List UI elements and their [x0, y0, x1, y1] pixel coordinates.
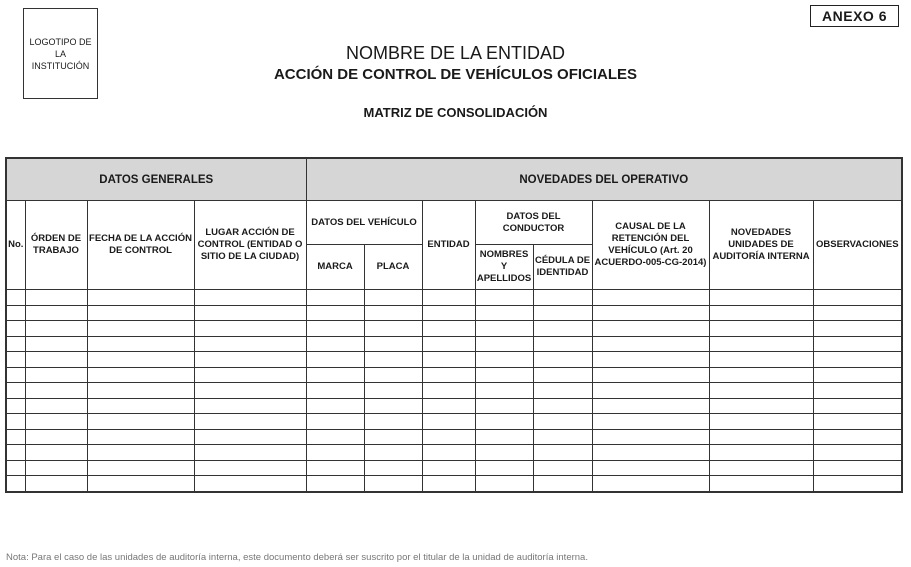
col-number: No. — [6, 201, 25, 290]
table-cell[interactable] — [475, 398, 533, 414]
col-fecha-accion: FECHA DE LA ACCIÓN DE CONTROL — [87, 201, 194, 290]
table-cell[interactable] — [6, 336, 25, 352]
table-cell[interactable] — [87, 290, 194, 306]
col-observaciones: OBSERVACIONES — [813, 201, 902, 290]
table-cell[interactable] — [422, 383, 475, 399]
table-cell[interactable] — [364, 398, 422, 414]
table-cell[interactable] — [194, 321, 306, 337]
table-cell[interactable] — [306, 352, 364, 368]
table-cell[interactable] — [475, 305, 533, 321]
table-cell[interactable] — [25, 352, 87, 368]
table-cell[interactable] — [306, 414, 364, 430]
footer-note: Nota: Para el caso de las unidades de auditoría interna, este documento deberá ser suscrito por el titular de la unidad de auditoría interna. — [6, 552, 588, 563]
table-cell[interactable] — [709, 352, 813, 368]
col-lugar-accion: LUGAR ACCIÓN DE CONTROL (ENTIDAD O SITIO DE LA CIUDAD) — [194, 201, 306, 290]
col-novedades-auditoria: NOVEDADES UNIDADES DE AUDITORÍA INTERNA — [709, 201, 813, 290]
table-cell[interactable] — [533, 367, 592, 383]
table-cell[interactable] — [194, 429, 306, 445]
table-cell[interactable] — [813, 290, 902, 306]
table-cell[interactable] — [592, 414, 709, 430]
table-cell[interactable] — [194, 305, 306, 321]
table-cell[interactable] — [592, 460, 709, 476]
table-row — [6, 367, 902, 383]
table-cell[interactable] — [533, 460, 592, 476]
table-cell[interactable] — [813, 352, 902, 368]
table-cell[interactable] — [364, 429, 422, 445]
table-cell[interactable] — [592, 476, 709, 492]
table-cell[interactable] — [709, 414, 813, 430]
table-cell[interactable] — [475, 429, 533, 445]
table-cell[interactable] — [6, 429, 25, 445]
col-entidad: ENTIDAD — [422, 201, 475, 290]
table-cell[interactable] — [475, 336, 533, 352]
table-cell[interactable] — [25, 336, 87, 352]
col-orden-trabajo: ÓRDEN DE TRABAJO — [25, 201, 87, 290]
table-cell[interactable] — [194, 383, 306, 399]
table-cell[interactable] — [87, 352, 194, 368]
table-cell[interactable] — [422, 290, 475, 306]
table-cell[interactable] — [533, 445, 592, 461]
table-cell[interactable] — [813, 367, 902, 383]
table-cell[interactable] — [364, 321, 422, 337]
table-cell[interactable] — [709, 336, 813, 352]
table-cell[interactable] — [592, 290, 709, 306]
table-cell[interactable] — [87, 321, 194, 337]
table-cell[interactable] — [306, 321, 364, 337]
table-cell[interactable] — [533, 476, 592, 492]
table-cell[interactable] — [422, 476, 475, 492]
table-cell[interactable] — [194, 476, 306, 492]
logo-label: LOGOTIPO DE LA INSTITUCIÓN — [29, 36, 92, 71]
table-cell[interactable] — [25, 383, 87, 399]
table-cell[interactable] — [813, 336, 902, 352]
table-cell[interactable] — [813, 476, 902, 492]
table-cell[interactable] — [813, 321, 902, 337]
col-cedula-identidad: CÉDULA DE IDENTIDAD — [533, 245, 592, 290]
table-cell[interactable] — [87, 305, 194, 321]
table-cell[interactable] — [306, 305, 364, 321]
table-cell[interactable] — [6, 367, 25, 383]
table-cell[interactable] — [533, 398, 592, 414]
table-cell[interactable] — [25, 321, 87, 337]
table-cell[interactable] — [422, 305, 475, 321]
table-cell[interactable] — [194, 367, 306, 383]
table-cell[interactable] — [87, 445, 194, 461]
table-row — [6, 321, 902, 337]
table-cell[interactable] — [87, 398, 194, 414]
table-cell[interactable] — [306, 429, 364, 445]
table-cell[interactable] — [364, 290, 422, 306]
table-cell[interactable] — [364, 476, 422, 492]
table-cell[interactable] — [592, 305, 709, 321]
table-cell[interactable] — [592, 429, 709, 445]
table-cell[interactable] — [422, 398, 475, 414]
table-cell[interactable] — [306, 383, 364, 399]
table-row — [6, 445, 902, 461]
table-cell[interactable] — [709, 321, 813, 337]
col-causal-retencion: CAUSAL DE LA RETENCIÓN DEL VEHÍCULO (Art. 20 ACUERDO-005-CG-2014) — [592, 201, 709, 290]
table-cell[interactable] — [25, 305, 87, 321]
table-cell[interactable] — [422, 460, 475, 476]
table-cell[interactable] — [87, 414, 194, 430]
table-cell[interactable] — [709, 476, 813, 492]
table-cell[interactable] — [709, 398, 813, 414]
table-cell[interactable] — [475, 367, 533, 383]
table-row — [6, 460, 902, 476]
table-row — [6, 429, 902, 445]
table-cell[interactable] — [25, 414, 87, 430]
table-cell[interactable] — [533, 336, 592, 352]
table-cell[interactable] — [306, 476, 364, 492]
table-cell[interactable] — [813, 429, 902, 445]
table-cell[interactable] — [475, 414, 533, 430]
table-cell[interactable] — [6, 321, 25, 337]
table-cell[interactable] — [475, 321, 533, 337]
table-cell[interactable] — [592, 383, 709, 399]
table-cell[interactable] — [709, 367, 813, 383]
annex-badge — [810, 5, 899, 27]
table-cell[interactable] — [25, 476, 87, 492]
table-row — [6, 414, 902, 430]
group-datos-conductor: DATOS DEL CONDUCTOR — [475, 201, 592, 245]
table-cell[interactable] — [533, 290, 592, 306]
table-cell[interactable] — [87, 367, 194, 383]
table-cell[interactable] — [592, 336, 709, 352]
table-cell[interactable] — [475, 445, 533, 461]
table-cell[interactable] — [87, 460, 194, 476]
table-cell[interactable] — [364, 460, 422, 476]
table-cell[interactable] — [194, 352, 306, 368]
table-cell[interactable] — [25, 445, 87, 461]
table-cell[interactable] — [6, 476, 25, 492]
table-cell[interactable] — [364, 383, 422, 399]
table-cell[interactable] — [422, 336, 475, 352]
col-marca: MARCA — [306, 245, 364, 290]
consolidation-matrix — [5, 157, 903, 493]
table-row — [6, 476, 902, 492]
table-cell[interactable] — [194, 336, 306, 352]
table-cell[interactable] — [592, 398, 709, 414]
table-cell[interactable] — [6, 398, 25, 414]
table-cell[interactable] — [25, 398, 87, 414]
table-row — [6, 352, 902, 368]
table-cell[interactable] — [6, 383, 25, 399]
table-cell[interactable] — [6, 445, 25, 461]
table-cell[interactable] — [6, 414, 25, 430]
table-cell[interactable] — [813, 414, 902, 430]
table-cell[interactable] — [194, 445, 306, 461]
table-cell[interactable] — [25, 367, 87, 383]
document-title: ACCIÓN DE CONTROL DE VEHÍCULOS OFICIALES — [273, 66, 638, 83]
table-cell[interactable] — [422, 352, 475, 368]
table-cell[interactable] — [533, 429, 592, 445]
table-cell[interactable] — [364, 445, 422, 461]
col-placa: PLACA — [364, 245, 422, 290]
table-cell[interactable] — [25, 460, 87, 476]
table-cell[interactable] — [306, 336, 364, 352]
table-cell[interactable] — [306, 290, 364, 306]
table-cell[interactable] — [87, 429, 194, 445]
table-cell[interactable] — [475, 460, 533, 476]
table-cell[interactable] — [592, 367, 709, 383]
table-cell[interactable] — [87, 336, 194, 352]
table-cell[interactable] — [306, 445, 364, 461]
table-cell[interactable] — [87, 476, 194, 492]
table-cell[interactable] — [194, 460, 306, 476]
table-cell[interactable] — [533, 414, 592, 430]
table-cell[interactable] — [709, 290, 813, 306]
table-cell[interactable] — [364, 352, 422, 368]
table-cell[interactable] — [6, 460, 25, 476]
table-cell[interactable] — [533, 305, 592, 321]
annex-label: ANEXO 6 — [822, 8, 887, 24]
table-cell[interactable] — [306, 367, 364, 383]
table-cell[interactable] — [6, 305, 25, 321]
table-cell[interactable] — [475, 352, 533, 368]
group-datos-vehiculo: DATOS DEL VEHÍCULO — [306, 201, 422, 245]
table-row — [6, 383, 902, 399]
table-cell[interactable] — [422, 367, 475, 383]
table-cell[interactable] — [709, 305, 813, 321]
table-cell[interactable] — [422, 321, 475, 337]
table-row — [6, 290, 902, 306]
table-cell[interactable] — [306, 460, 364, 476]
entity-name: NOMBRE DE LA ENTIDAD — [345, 43, 566, 63]
table-row — [6, 398, 902, 414]
table-cell[interactable] — [364, 367, 422, 383]
matrix-title: MATRIZ DE CONSOLIDACIÓN — [363, 105, 548, 120]
table-cell[interactable] — [194, 290, 306, 306]
table-cell[interactable] — [475, 476, 533, 492]
table-cell[interactable] — [813, 398, 902, 414]
table-cell[interactable] — [709, 429, 813, 445]
table-cell[interactable] — [25, 429, 87, 445]
table-cell[interactable] — [364, 414, 422, 430]
table-cell[interactable] — [87, 383, 194, 399]
table-cell[interactable] — [422, 445, 475, 461]
table-cell[interactable] — [592, 445, 709, 461]
table-row — [6, 305, 902, 321]
table-cell[interactable] — [709, 460, 813, 476]
table-cell[interactable] — [813, 445, 902, 461]
table-cell[interactable] — [25, 290, 87, 306]
table-cell[interactable] — [306, 398, 364, 414]
table-cell[interactable] — [364, 336, 422, 352]
table-cell[interactable] — [533, 352, 592, 368]
matrix-body — [6, 290, 902, 492]
table-cell[interactable] — [813, 460, 902, 476]
table-cell[interactable] — [709, 445, 813, 461]
table-cell[interactable] — [6, 352, 25, 368]
table-cell[interactable] — [364, 305, 422, 321]
table-cell[interactable] — [813, 383, 902, 399]
table-cell[interactable] — [475, 290, 533, 306]
table-cell[interactable] — [422, 414, 475, 430]
table-cell[interactable] — [194, 414, 306, 430]
col-nombres-apellidos: NOMBRES Y APELLIDOS — [475, 245, 533, 290]
table-cell[interactable] — [709, 383, 813, 399]
table-cell[interactable] — [422, 429, 475, 445]
table-cell[interactable] — [533, 383, 592, 399]
table-cell[interactable] — [813, 305, 902, 321]
table-row — [6, 336, 902, 352]
table-cell[interactable] — [592, 352, 709, 368]
table-cell[interactable] — [194, 398, 306, 414]
table-cell[interactable] — [6, 290, 25, 306]
table-cell[interactable] — [592, 321, 709, 337]
section-novedades-operativo: NOVEDADES DEL OPERATIVO — [306, 158, 902, 201]
table-cell[interactable] — [533, 321, 592, 337]
section-datos-generales: DATOS GENERALES — [6, 158, 306, 201]
table-cell[interactable] — [475, 383, 533, 399]
